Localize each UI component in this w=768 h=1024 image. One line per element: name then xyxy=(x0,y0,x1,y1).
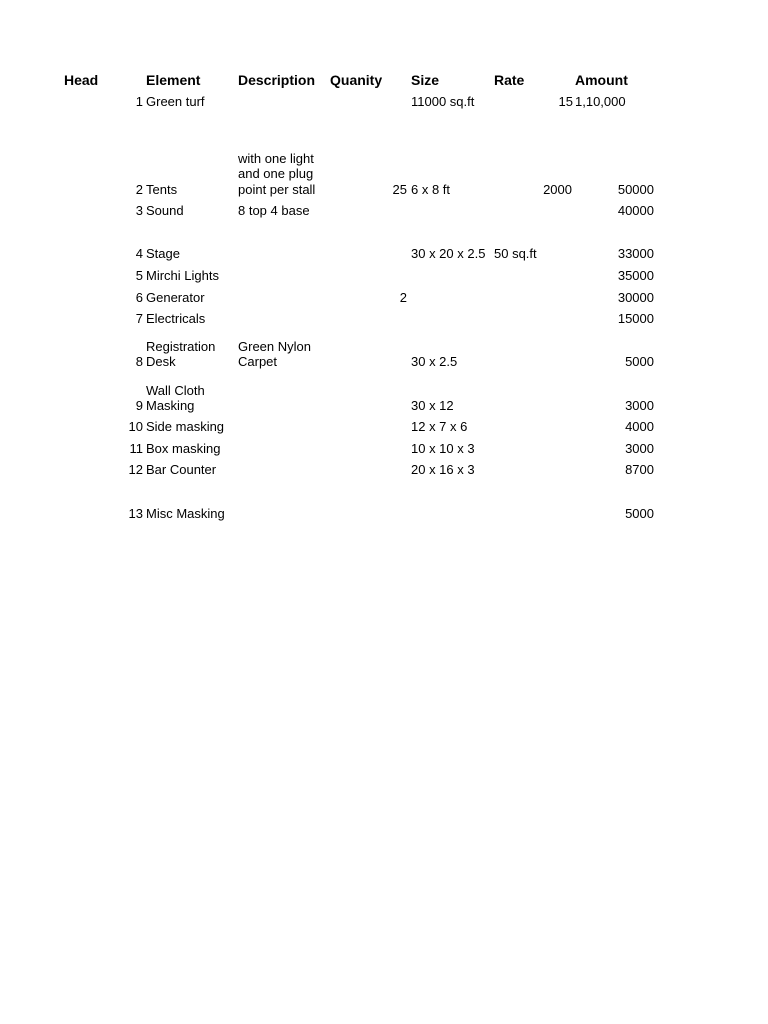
row-13-no: 13 xyxy=(128,506,143,521)
row-6-no: 6 xyxy=(135,290,143,305)
row-9-no: 9 xyxy=(135,398,143,413)
header-rate: Rate xyxy=(494,72,525,88)
row-11-amount: 3000 xyxy=(625,441,654,456)
row-6-quantity: 2 xyxy=(399,290,407,305)
row-8-element-line-2: Desk xyxy=(146,354,176,369)
row-2-element: Tents xyxy=(146,182,178,197)
row-1-amount: 1,10,000 xyxy=(575,94,626,109)
row-2-quantity: 25 xyxy=(392,182,407,197)
row-11-element: Box masking xyxy=(146,441,221,456)
row-13-element: Misc Masking xyxy=(146,506,225,521)
row-2-amount: 50000 xyxy=(617,182,654,197)
row-8-no: 8 xyxy=(135,354,143,369)
row-4-element: Stage xyxy=(146,246,180,261)
row-2-rate: 2000 xyxy=(543,182,572,197)
row-8-description-line-1: Green Nylon xyxy=(238,339,311,354)
row-1-rate: 15 xyxy=(558,94,573,109)
row-6-element: Generator xyxy=(146,290,205,305)
row-2-no: 2 xyxy=(135,182,143,197)
row-5-amount: 35000 xyxy=(617,268,654,283)
row-8-description-line-2: Carpet xyxy=(238,354,278,369)
row-2-size: 6 x 8 ft xyxy=(411,182,451,197)
row-7-element: Electricals xyxy=(146,311,206,326)
header-head: Head xyxy=(64,72,99,88)
row-12-size: 20 x 16 x 3 xyxy=(411,462,475,477)
row-4-amount: 33000 xyxy=(617,246,654,261)
row-12-no: 12 xyxy=(128,462,143,477)
row-12-element: Bar Counter xyxy=(146,462,217,477)
row-10-element: Side masking xyxy=(146,419,225,434)
row-8-element-line-1: Registration xyxy=(146,339,216,354)
row-10-amount: 4000 xyxy=(625,419,654,434)
row-4-size: 30 x 20 x 2.5 xyxy=(411,246,486,261)
row-2-description-line-3: point per stall xyxy=(238,182,316,197)
row-2-description-line-1: with one light xyxy=(238,151,314,166)
row-13-amount: 5000 xyxy=(625,506,654,521)
row-6-amount: 30000 xyxy=(617,290,654,305)
row-3-no: 3 xyxy=(135,203,143,218)
header-size: Size xyxy=(411,72,440,88)
row-9-element-line-1: Wall Cloth xyxy=(146,383,205,398)
row-10-no: 10 xyxy=(128,419,143,434)
row-5-no: 5 xyxy=(135,268,143,283)
row-9-amount: 3000 xyxy=(625,398,654,413)
row-5-element: Mirchi Lights xyxy=(146,268,219,283)
row-11-size: 10 x 10 x 3 xyxy=(411,441,475,456)
row-11-no: 11 xyxy=(129,441,143,456)
header-description: Description xyxy=(238,72,316,88)
row-1-size: 11000 sq.ft xyxy=(411,94,475,109)
row-9-size: 30 x 12 xyxy=(411,398,454,413)
header-quantity: Quanity xyxy=(330,72,383,88)
row-4-rate: 50 sq.ft xyxy=(494,246,537,261)
row-3-amount: 40000 xyxy=(617,203,654,218)
row-1-no: 1 xyxy=(135,94,143,109)
row-12-amount: 8700 xyxy=(625,462,654,477)
row-8-amount: 5000 xyxy=(625,354,654,369)
row-7-amount: 15000 xyxy=(617,311,654,326)
row-7-no: 7 xyxy=(135,311,143,326)
row-3-description: 8 top 4 base xyxy=(238,203,310,218)
row-1-element: Green turf xyxy=(146,94,205,109)
header-element: Element xyxy=(146,72,201,88)
row-8-size: 30 x 2.5 xyxy=(411,354,458,369)
row-9-element-line-2: Masking xyxy=(146,398,195,413)
row-10-size: 12 x 7 x 6 xyxy=(411,419,468,434)
header-amount: Amount xyxy=(575,72,628,88)
row-2-description-line-2: and one plug xyxy=(238,166,314,181)
row-3-element: Sound xyxy=(146,203,184,218)
row-4-no: 4 xyxy=(135,246,143,261)
